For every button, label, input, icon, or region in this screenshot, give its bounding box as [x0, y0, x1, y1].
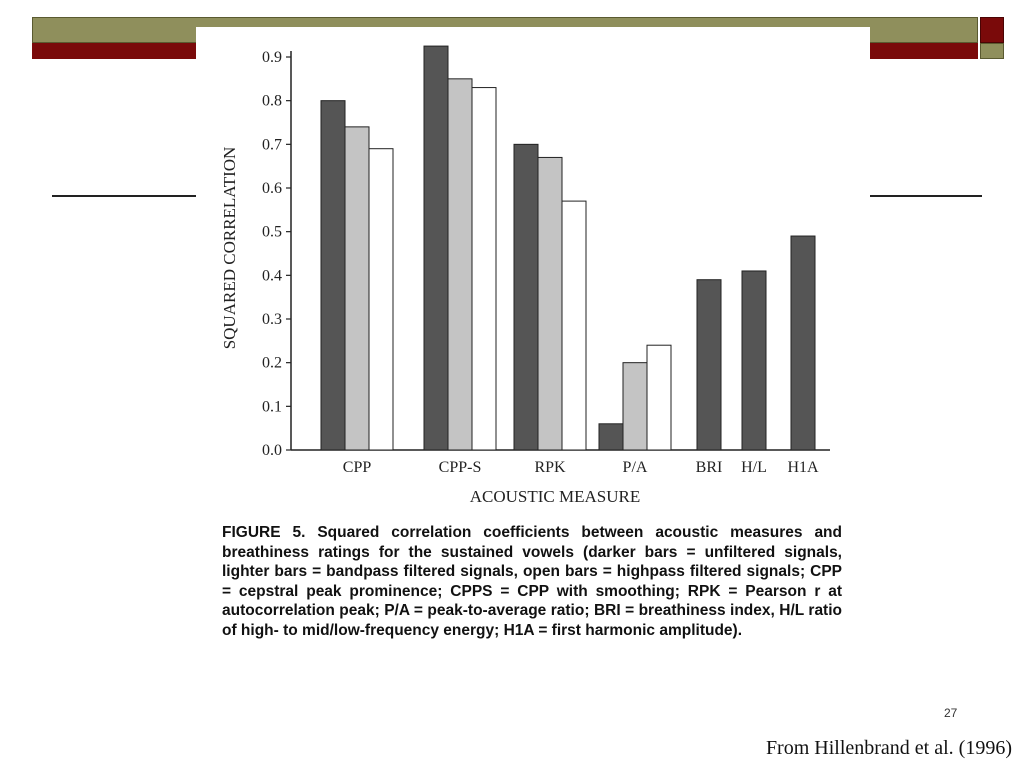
- y-tick-label: 0.2: [262, 354, 282, 372]
- bar-rpk-2: [538, 157, 562, 450]
- bar-p-a-3: [647, 345, 671, 450]
- figure-caption: FIGURE 5. Squared correlation coefficients between acoustic measures and breathiness ratings for the sustained vowels (darker bars = unfiltered signals, lighter bars = bandpass filtered signals, open bars = highpass filtered signals; CPP = cepstral peak prominence; CPPS = CPP with smoothing; RPK = Pearson r at autocorrelation peak; P/A = peak-to-average ratio; BRI = breathiness index, H/L ratio of high- to mid/low-frequency energy; H1A = first harmonic amplitude).: [222, 524, 842, 639]
- source-citation: From Hillenbrand et al. (1996): [765, 737, 1012, 759]
- x-tick-label: RPK: [534, 459, 566, 476]
- y-tick-label: 0.8: [262, 92, 282, 110]
- bar-bri-4: [697, 280, 721, 450]
- x-tick-label: P/A: [622, 459, 648, 476]
- page-number: 27: [944, 706, 958, 720]
- y-tick-label: 0.5: [262, 223, 282, 241]
- corner-square-olive: [980, 43, 1004, 59]
- bar-rpk-3: [562, 201, 586, 450]
- bar-h1a-4: [791, 236, 815, 450]
- bar-cpp-3: [369, 149, 393, 450]
- x-tick-label: H1A: [787, 459, 819, 476]
- title-rule-right: [868, 195, 982, 197]
- y-tick-label: 0.9: [262, 49, 282, 66]
- bar-chart: [196, 27, 870, 527]
- chart-bars: [321, 46, 815, 450]
- x-tick-label: CPP-S: [438, 459, 482, 476]
- y-tick-label: 0.6: [262, 180, 282, 197]
- bar-cpp-s-2: [448, 79, 472, 450]
- bar-cpp-s-3: [472, 88, 496, 450]
- bar-cpp-s-1: [424, 46, 448, 450]
- x-tick-label: BRI: [695, 459, 723, 476]
- corner-square-maroon: [980, 17, 1004, 43]
- bar-cpp-2: [345, 127, 369, 450]
- x-tick-label: CPP: [342, 459, 372, 476]
- bar-h-l-4: [742, 271, 766, 450]
- bar-rpk-1: [514, 144, 538, 450]
- bar-p-a-2: [623, 363, 647, 450]
- y-tick-label: 0.3: [262, 311, 282, 328]
- y-tick-label: 0.1: [262, 398, 282, 416]
- y-tick-label: 0.0: [262, 442, 282, 459]
- x-tick-label: H/L: [741, 459, 767, 476]
- title-rule-left: [52, 195, 200, 197]
- bar-p-a-1: [599, 424, 623, 450]
- y-tick-label: 0.7: [262, 136, 282, 154]
- y-tick-label: 0.4: [262, 267, 282, 285]
- y-axis-label: SQUARED CORRELATION: [220, 146, 239, 350]
- bar-cpp-1: [321, 101, 345, 450]
- x-axis-label: ACOUSTIC MEASURE: [469, 487, 641, 506]
